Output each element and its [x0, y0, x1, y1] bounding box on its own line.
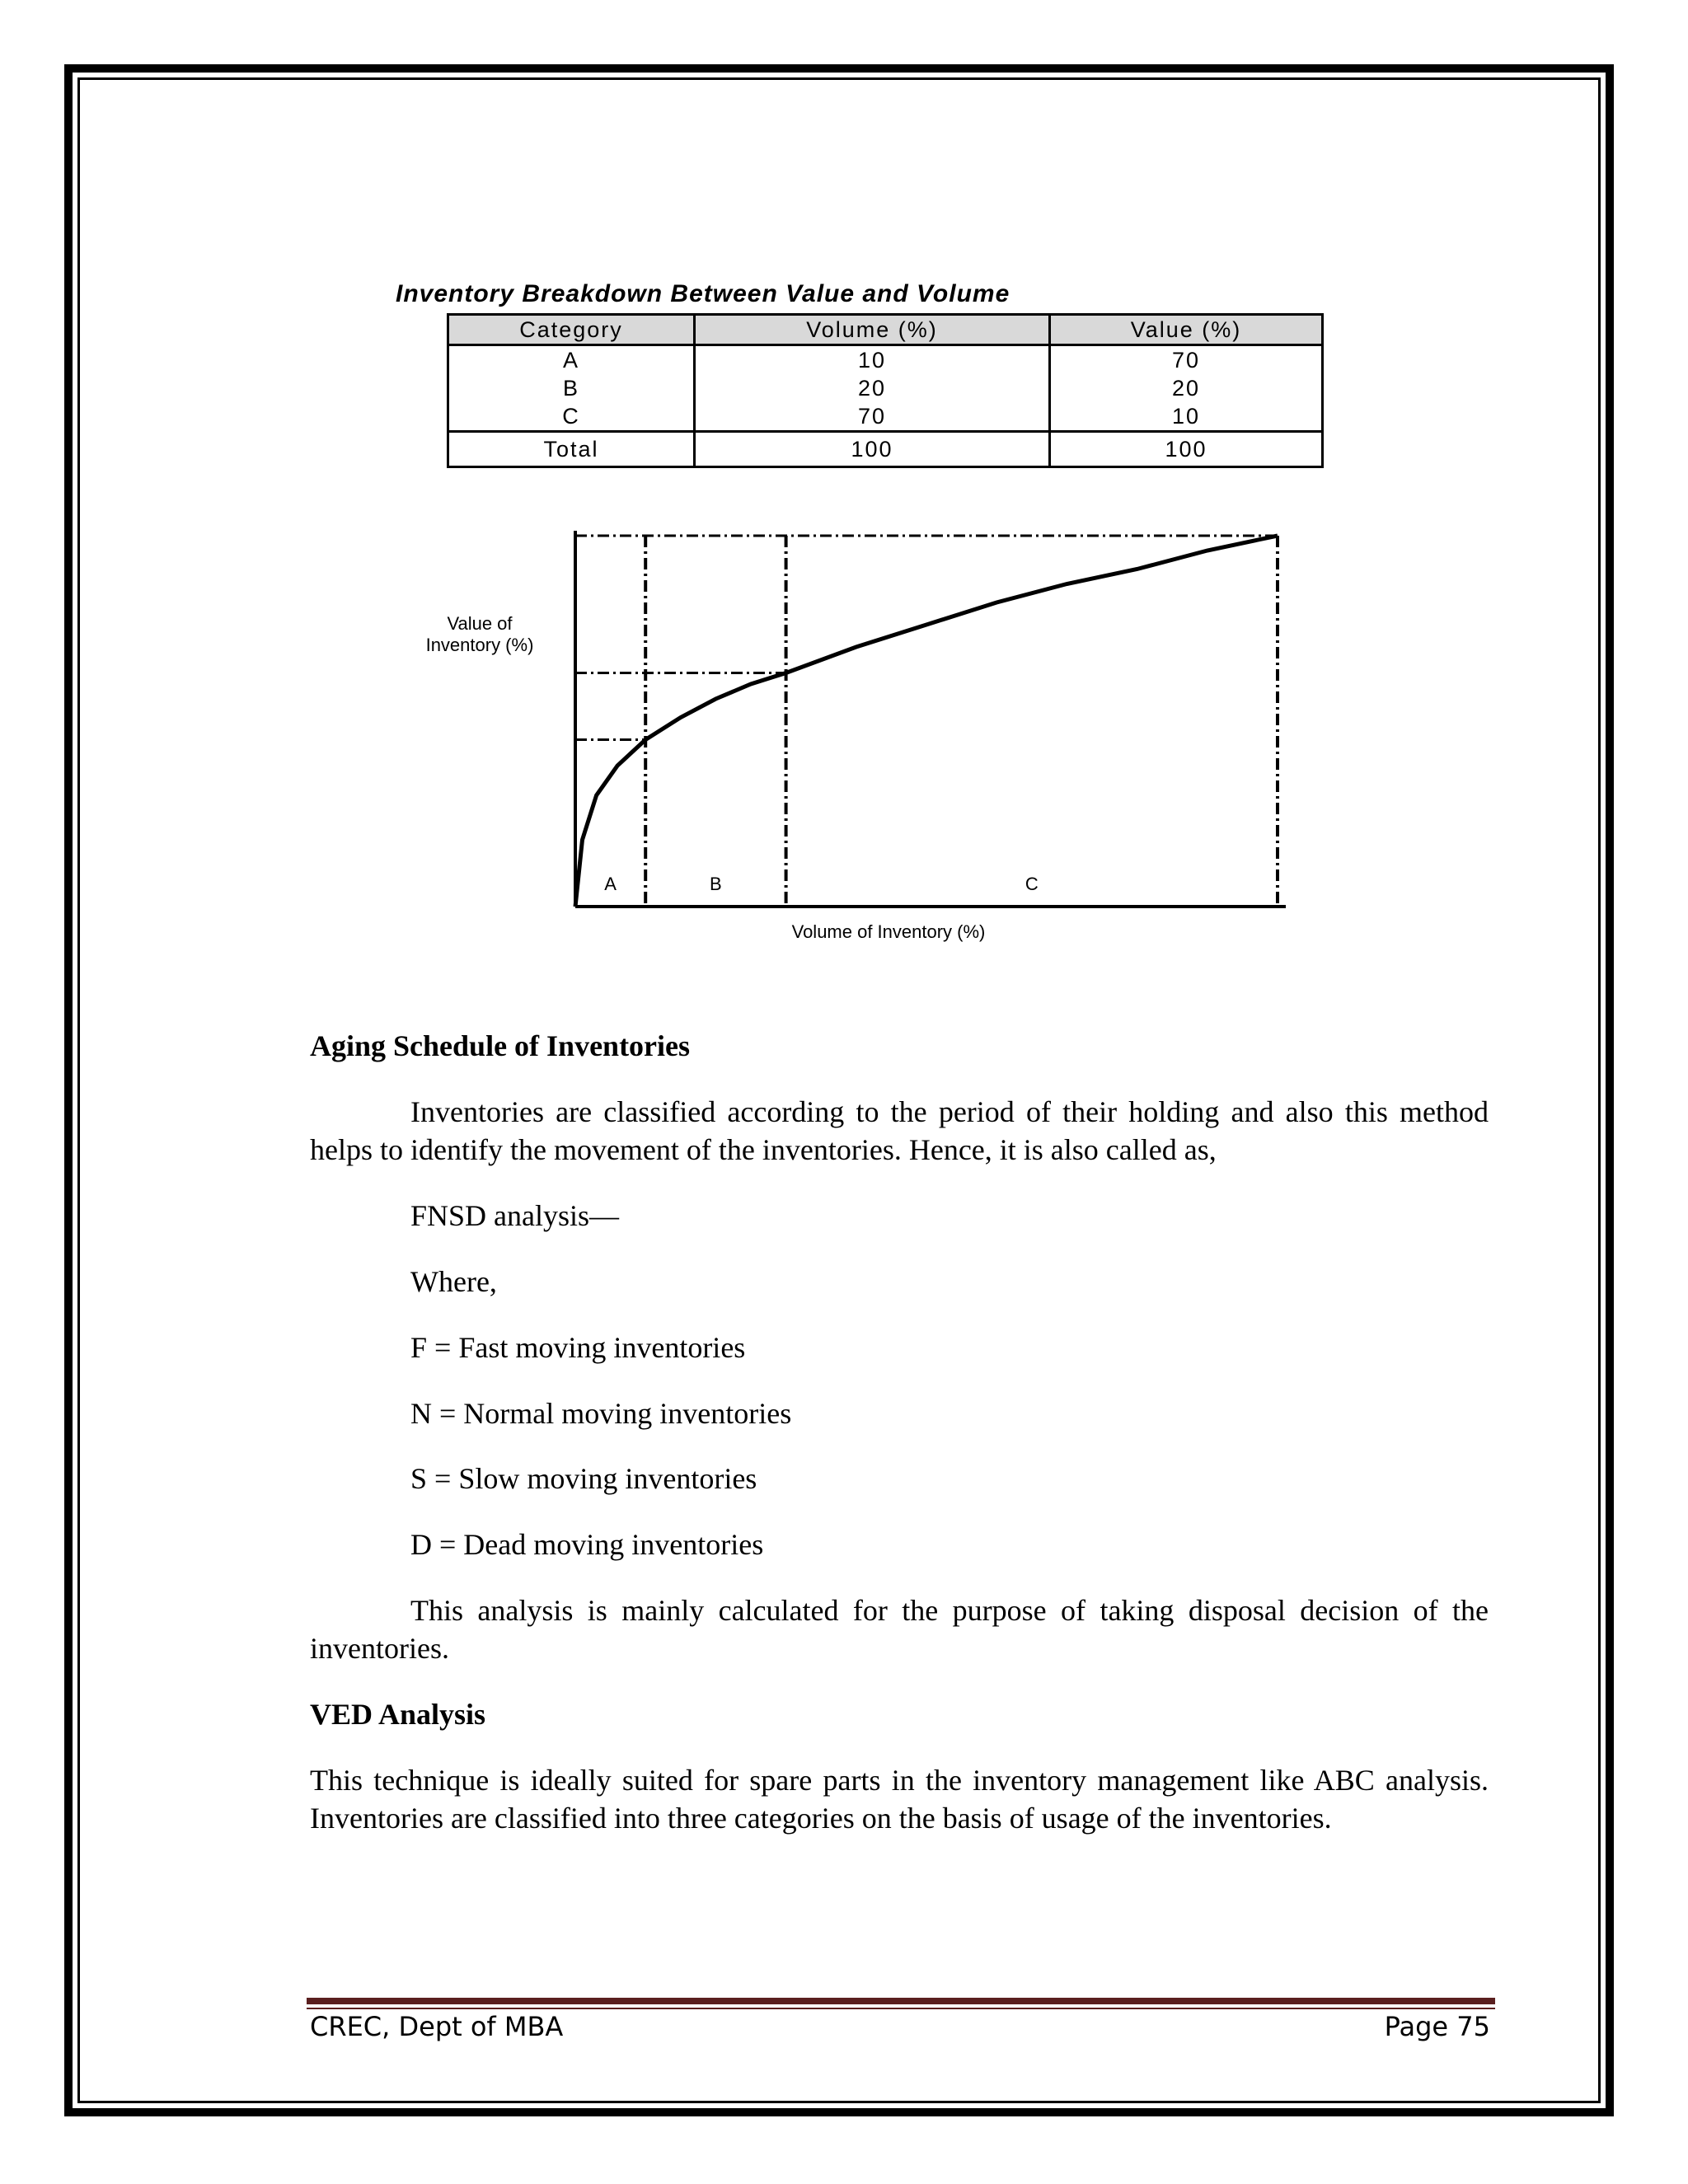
table-header-category: Category [448, 315, 695, 345]
value-curve [575, 536, 1278, 907]
inventory-table [447, 313, 1324, 468]
aging-heading: Aging Schedule of Inventories [310, 1029, 691, 1062]
ved-paragraph: This technique is ideally suited for spare parts in the inventory management like ABC analysis. Inventories are classified into three categories on the basis of usage of the inventories. [310, 1764, 1489, 1835]
table-total-row [448, 432, 1323, 467]
table-cell: 20 [695, 374, 1050, 402]
table-row [448, 345, 1323, 375]
purpose-paragraph: This analysis is mainly calculated for the purpose of taking disposal decision of the inventories. [310, 1594, 1489, 1665]
footer-dept: CREC, Dept of MBA [310, 2011, 564, 2042]
abc-curve-chart [387, 506, 1368, 951]
table-cell: Total [448, 432, 695, 467]
region-label: B [710, 874, 722, 894]
figure-title: Inventory Breakdown Between Value and Volume [396, 280, 1010, 307]
table-cell: 70 [1050, 345, 1323, 375]
chart-guides [575, 536, 1278, 907]
table-header-row [448, 315, 1323, 345]
table-cell: A [448, 345, 695, 375]
table-header-volume: Volume (%) [695, 315, 1050, 345]
region-labels [604, 874, 1039, 894]
table-cell: 20 [1050, 374, 1323, 402]
table-cell: 100 [695, 432, 1050, 467]
inventory-figure [387, 274, 1368, 949]
table-cell: 10 [695, 345, 1050, 375]
table-row [448, 374, 1323, 402]
y-axis-label-line1: Value of [447, 613, 513, 634]
table-header-value: Value (%) [1050, 315, 1323, 345]
list-item: D = Dead moving inventories [410, 1528, 764, 1561]
table-cell: 10 [1050, 402, 1323, 432]
ved-heading: VED Analysis [310, 1698, 486, 1731]
footer-page-number: Page 75 [1384, 2011, 1490, 2042]
y-axis-label-line2: Inventory (%) [425, 635, 534, 655]
footer-rule-thick [307, 1998, 1495, 2004]
table-cell: B [448, 374, 695, 402]
region-label: A [604, 874, 617, 894]
list-item: N = Normal moving inventories [410, 1397, 792, 1430]
table-cell: 70 [695, 402, 1050, 432]
list-item: F = Fast moving inventories [410, 1331, 746, 1364]
x-axis-label: Volume of Inventory (%) [791, 921, 986, 942]
table-cell: C [448, 402, 695, 432]
where-label: Where, [410, 1265, 497, 1298]
aging-paragraph: Inventories are classified according to the period of their holding and also this method helps to identify the movement of the inventories. Hence, it is also called as, [310, 1095, 1489, 1166]
footer-rule-thin [307, 2008, 1495, 2009]
list-item: S = Slow moving inventories [410, 1462, 757, 1495]
table-row [448, 402, 1323, 432]
table-cell: 100 [1050, 432, 1323, 467]
region-label: C [1025, 874, 1039, 894]
fnsd-label: FNSD analysis— [410, 1199, 620, 1232]
